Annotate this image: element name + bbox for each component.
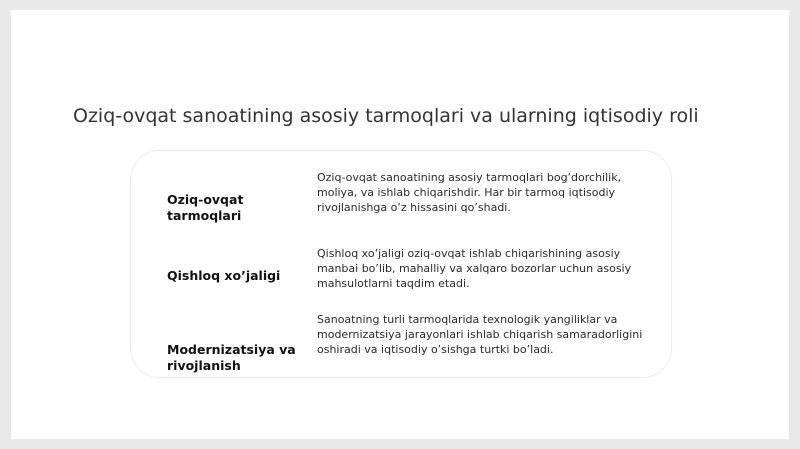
- row-label-modernization: Modernizatsiya va rivojlanish: [167, 342, 296, 373]
- row-text-modernization: Sanoatning turli tarmoqlarida texnologik yangiliklar va modernizatsiya jarayonlari ishlab chiqarish samaradorligini oshiradi va iqtisodiy o’sishga turtki bo’ladi.: [317, 313, 643, 356]
- slide: [11, 10, 789, 439]
- row-label-agriculture: Qishloq xo’jaligi: [167, 268, 281, 283]
- content-card: [130, 150, 672, 378]
- row-text-food-branches: Oziq-ovqat sanoatining asosiy tarmoqlari bog’dorchilik, moliya, va ishlab chiqarishdir. Har bir tarmoq iqtisodiy rivojlanishga o’z hissasini qo’shadi.: [317, 171, 622, 214]
- row-label-food-branches: Oziq-ovqat tarmoqlari: [167, 192, 244, 223]
- row-text-agriculture: Qishloq xo’jaligi oziq-ovqat ishlab chiqarishining asosiy manbai bo’lib, mahalliy va xalqaro bozorlar uchun asosiy mahsulotlarni taqdim etadi.: [317, 247, 632, 290]
- slide-title: Oziq-ovqat sanoatining asosiy tarmoqlari va ularning iqtisodiy roli: [73, 105, 699, 127]
